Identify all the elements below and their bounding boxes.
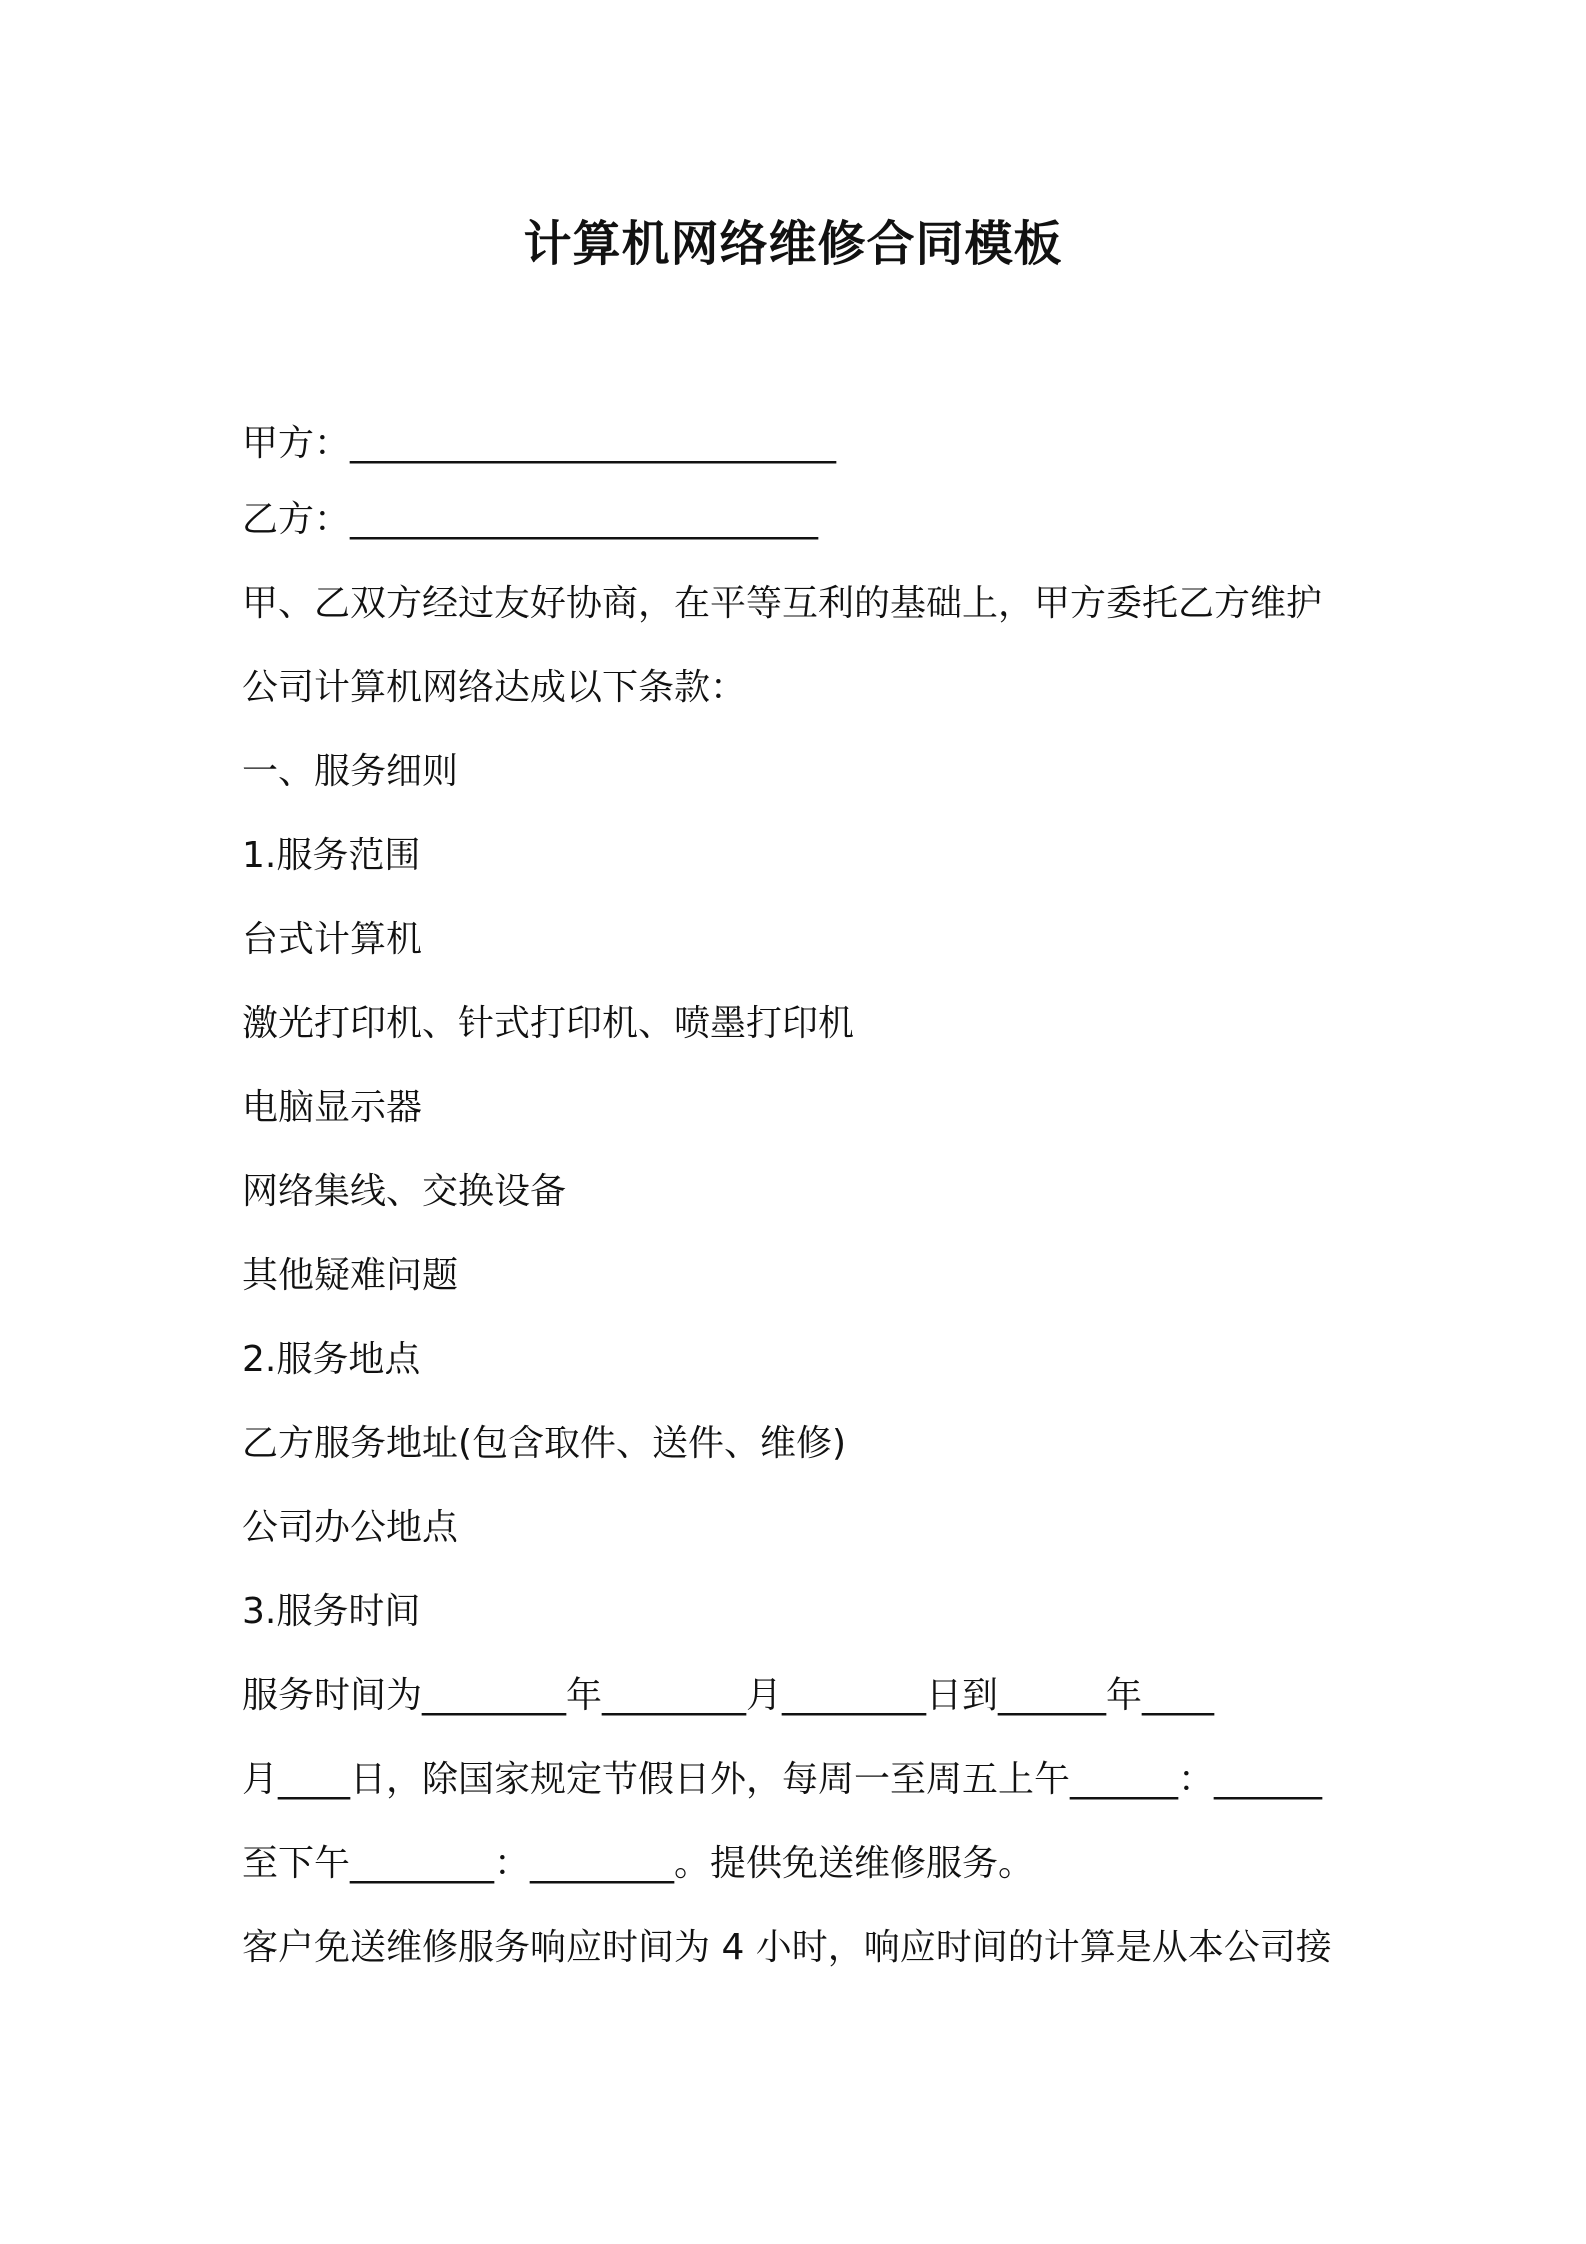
scope-item-monitor: 电脑显示器 xyxy=(242,1087,423,1128)
intro-line-2: 公司计算机网络达成以下条款： xyxy=(242,667,747,708)
scope-item-desktop: 台式计算机 xyxy=(242,919,423,960)
party-a-line: 甲方：___________________________ xyxy=(242,423,837,464)
document-title: 计算机网络维修合同模板 xyxy=(523,216,1063,272)
service-time-line-3: 至下午________：________。提供免送维修服务。 xyxy=(242,1843,1035,1884)
service-time-line-2: 月____日，除国家规定节假日外，每周一至周五上午______：______ xyxy=(242,1759,1323,1800)
location-item-office: 公司办公地点 xyxy=(242,1507,459,1548)
service-time-line-1: 服务时间为________年________月________日到______年____ xyxy=(242,1675,1215,1716)
subheading-service-scope: 1.服务范围 xyxy=(242,835,421,876)
scope-item-other: 其他疑难问题 xyxy=(242,1255,459,1296)
party-b-line: 乙方：__________________________ xyxy=(242,499,819,540)
intro-line-1: 甲、乙双方经过友好协商，在平等互利的基础上，甲方委托乙方维护 xyxy=(242,583,1323,624)
scope-item-network: 网络集线、交换设备 xyxy=(242,1171,567,1212)
subheading-service-time: 3.服务时间 xyxy=(242,1591,421,1632)
scope-item-printers: 激光打印机、针式打印机、喷墨打印机 xyxy=(242,1003,855,1044)
response-time-line: 客户免送维修服务响应时间为 4 小时，响应时间的计算是从本公司接 xyxy=(242,1927,1332,1968)
subheading-service-location: 2.服务地点 xyxy=(242,1339,421,1380)
location-item-provider: 乙方服务地址(包含取件、送件、维修) xyxy=(242,1423,847,1464)
section-heading-service-details: 一、服务细则 xyxy=(242,751,459,792)
